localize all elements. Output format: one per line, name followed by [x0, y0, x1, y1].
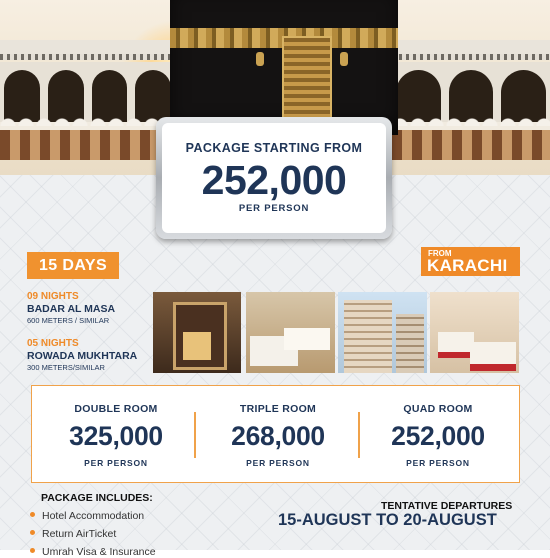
hotel-distance: 600 METERS / SIMILAR [27, 316, 110, 325]
room-type: QUAD ROOM [403, 403, 473, 415]
hotel-name: ROWADA MUKHTARA [27, 350, 138, 362]
price-panel [156, 117, 392, 239]
room-per-person: PER PERSON [84, 458, 148, 468]
hotel-nights: 05 NIGHTS [27, 338, 79, 349]
room-type: DOUBLE ROOM [74, 403, 158, 415]
include-item: Return AirTicket [30, 528, 116, 540]
hotel-quad-room-photo [430, 292, 519, 373]
room-option-quad [358, 386, 518, 468]
include-item: Umrah Visa & Insurance [30, 546, 156, 558]
hotel-nights: 09 NIGHTS [27, 291, 79, 302]
bullet-icon [30, 548, 35, 553]
departure-dates: 15-AUGUST TO 20-AUGUST [278, 511, 497, 529]
package-includes-title: PACKAGE INCLUDES: [41, 492, 153, 504]
hotel-room-photo [246, 292, 335, 373]
hotel-building-photo [338, 292, 427, 373]
hotel-makkah [27, 291, 115, 325]
room-pricing-box [31, 385, 520, 483]
room-price: 252,000 [391, 421, 485, 451]
hotel-lobby-photo [153, 292, 241, 373]
origin-badge [421, 247, 520, 276]
kaaba-image [170, 0, 398, 135]
bullet-icon [30, 512, 35, 517]
departures-label: TENTATIVE DEPARTURES [381, 500, 513, 512]
room-option-triple [198, 386, 358, 468]
haram-colonnade-right [392, 40, 550, 160]
room-type: TRIPLE ROOM [239, 403, 317, 415]
hotel-name: BADAR AL MASA [27, 303, 116, 315]
include-item: Hotel Accommodation [30, 510, 144, 522]
room-per-person: PER PERSON [406, 458, 470, 468]
hotel-distance: 300 METERS/SIMILAR [27, 363, 105, 372]
package-starting-label: PACKAGE STARTING FROM [185, 141, 363, 155]
origin-from-label: FROM [428, 249, 452, 258]
room-per-person: PER PERSON [246, 458, 310, 468]
room-option-double [36, 386, 196, 468]
divider [194, 412, 196, 458]
room-price: 268,000 [231, 421, 325, 451]
per-person-label: PER PERSON [238, 203, 310, 214]
origin-city: KARACHI [427, 256, 508, 275]
starting-price: 252,000 [201, 157, 347, 203]
hotel-madinah [27, 338, 137, 372]
haram-colonnade-left [0, 40, 175, 160]
duration-badge: 15 DAYS [27, 252, 119, 279]
room-price: 325,000 [69, 421, 163, 451]
bullet-icon [30, 530, 35, 535]
